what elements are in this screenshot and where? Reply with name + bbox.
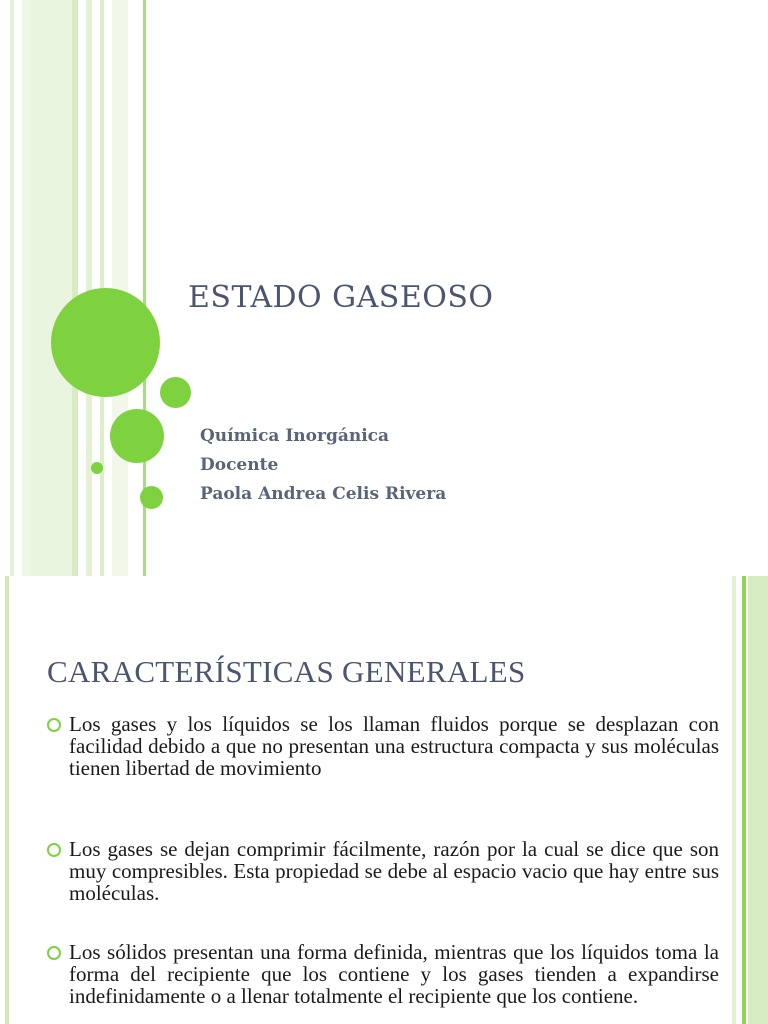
bullet-item	[47, 941, 719, 1007]
decorative-circle	[110, 409, 164, 463]
decorative-stripe	[86, 0, 92, 576]
teacher-name: Paola Andrea Celis Rivera	[200, 484, 447, 504]
bullet-text: Los sólidos presentan una forma definida, mientras que los líquidos toma la forma del recipiente que los contiene y los gases tienden a expandirse indefinidamente o a llenar totalmente el recipiente que los contiene.	[69, 940, 719, 1008]
bullet-circle-icon	[47, 718, 61, 732]
decorative-stripe	[5, 576, 9, 1024]
role-label: Docente	[200, 455, 279, 475]
bullet-text: Los gases y los líquidos se los llaman fluidos porque se desplazan con facilidad debido a que no presentan una estructura compacta y sus moléculas tienen libertad de movimiento	[69, 712, 719, 780]
decorative-circle	[160, 377, 191, 408]
decorative-stripe	[742, 576, 746, 1024]
bullet-text: Los gases se dejan comprimir fácilmente, razón por la cual se dice que son muy compresibles. Esta propiedad se debe al espacio vacio que hay entre sus moléculas.	[69, 837, 719, 905]
bullet-circle-icon	[47, 843, 61, 857]
decorative-circle	[91, 462, 103, 474]
content-slide	[0, 576, 768, 1024]
decorative-stripe	[30, 0, 72, 576]
decorative-circle	[51, 288, 160, 397]
decorative-stripe	[732, 576, 736, 1024]
course-name: Química Inorgánica	[200, 426, 390, 446]
decorative-stripe	[10, 0, 14, 576]
bullet-item	[47, 713, 719, 779]
bullet-item	[47, 838, 719, 904]
slide-title: ESTADO GASEOSO	[188, 280, 494, 315]
decorative-stripe	[22, 0, 30, 576]
decorative-circle	[140, 486, 163, 509]
slide-title: CARACTERÍSTICAS GENERALES	[47, 654, 526, 689]
decorative-stripe	[748, 576, 768, 1024]
bullet-circle-icon	[47, 946, 61, 960]
decorative-stripe	[72, 0, 78, 576]
